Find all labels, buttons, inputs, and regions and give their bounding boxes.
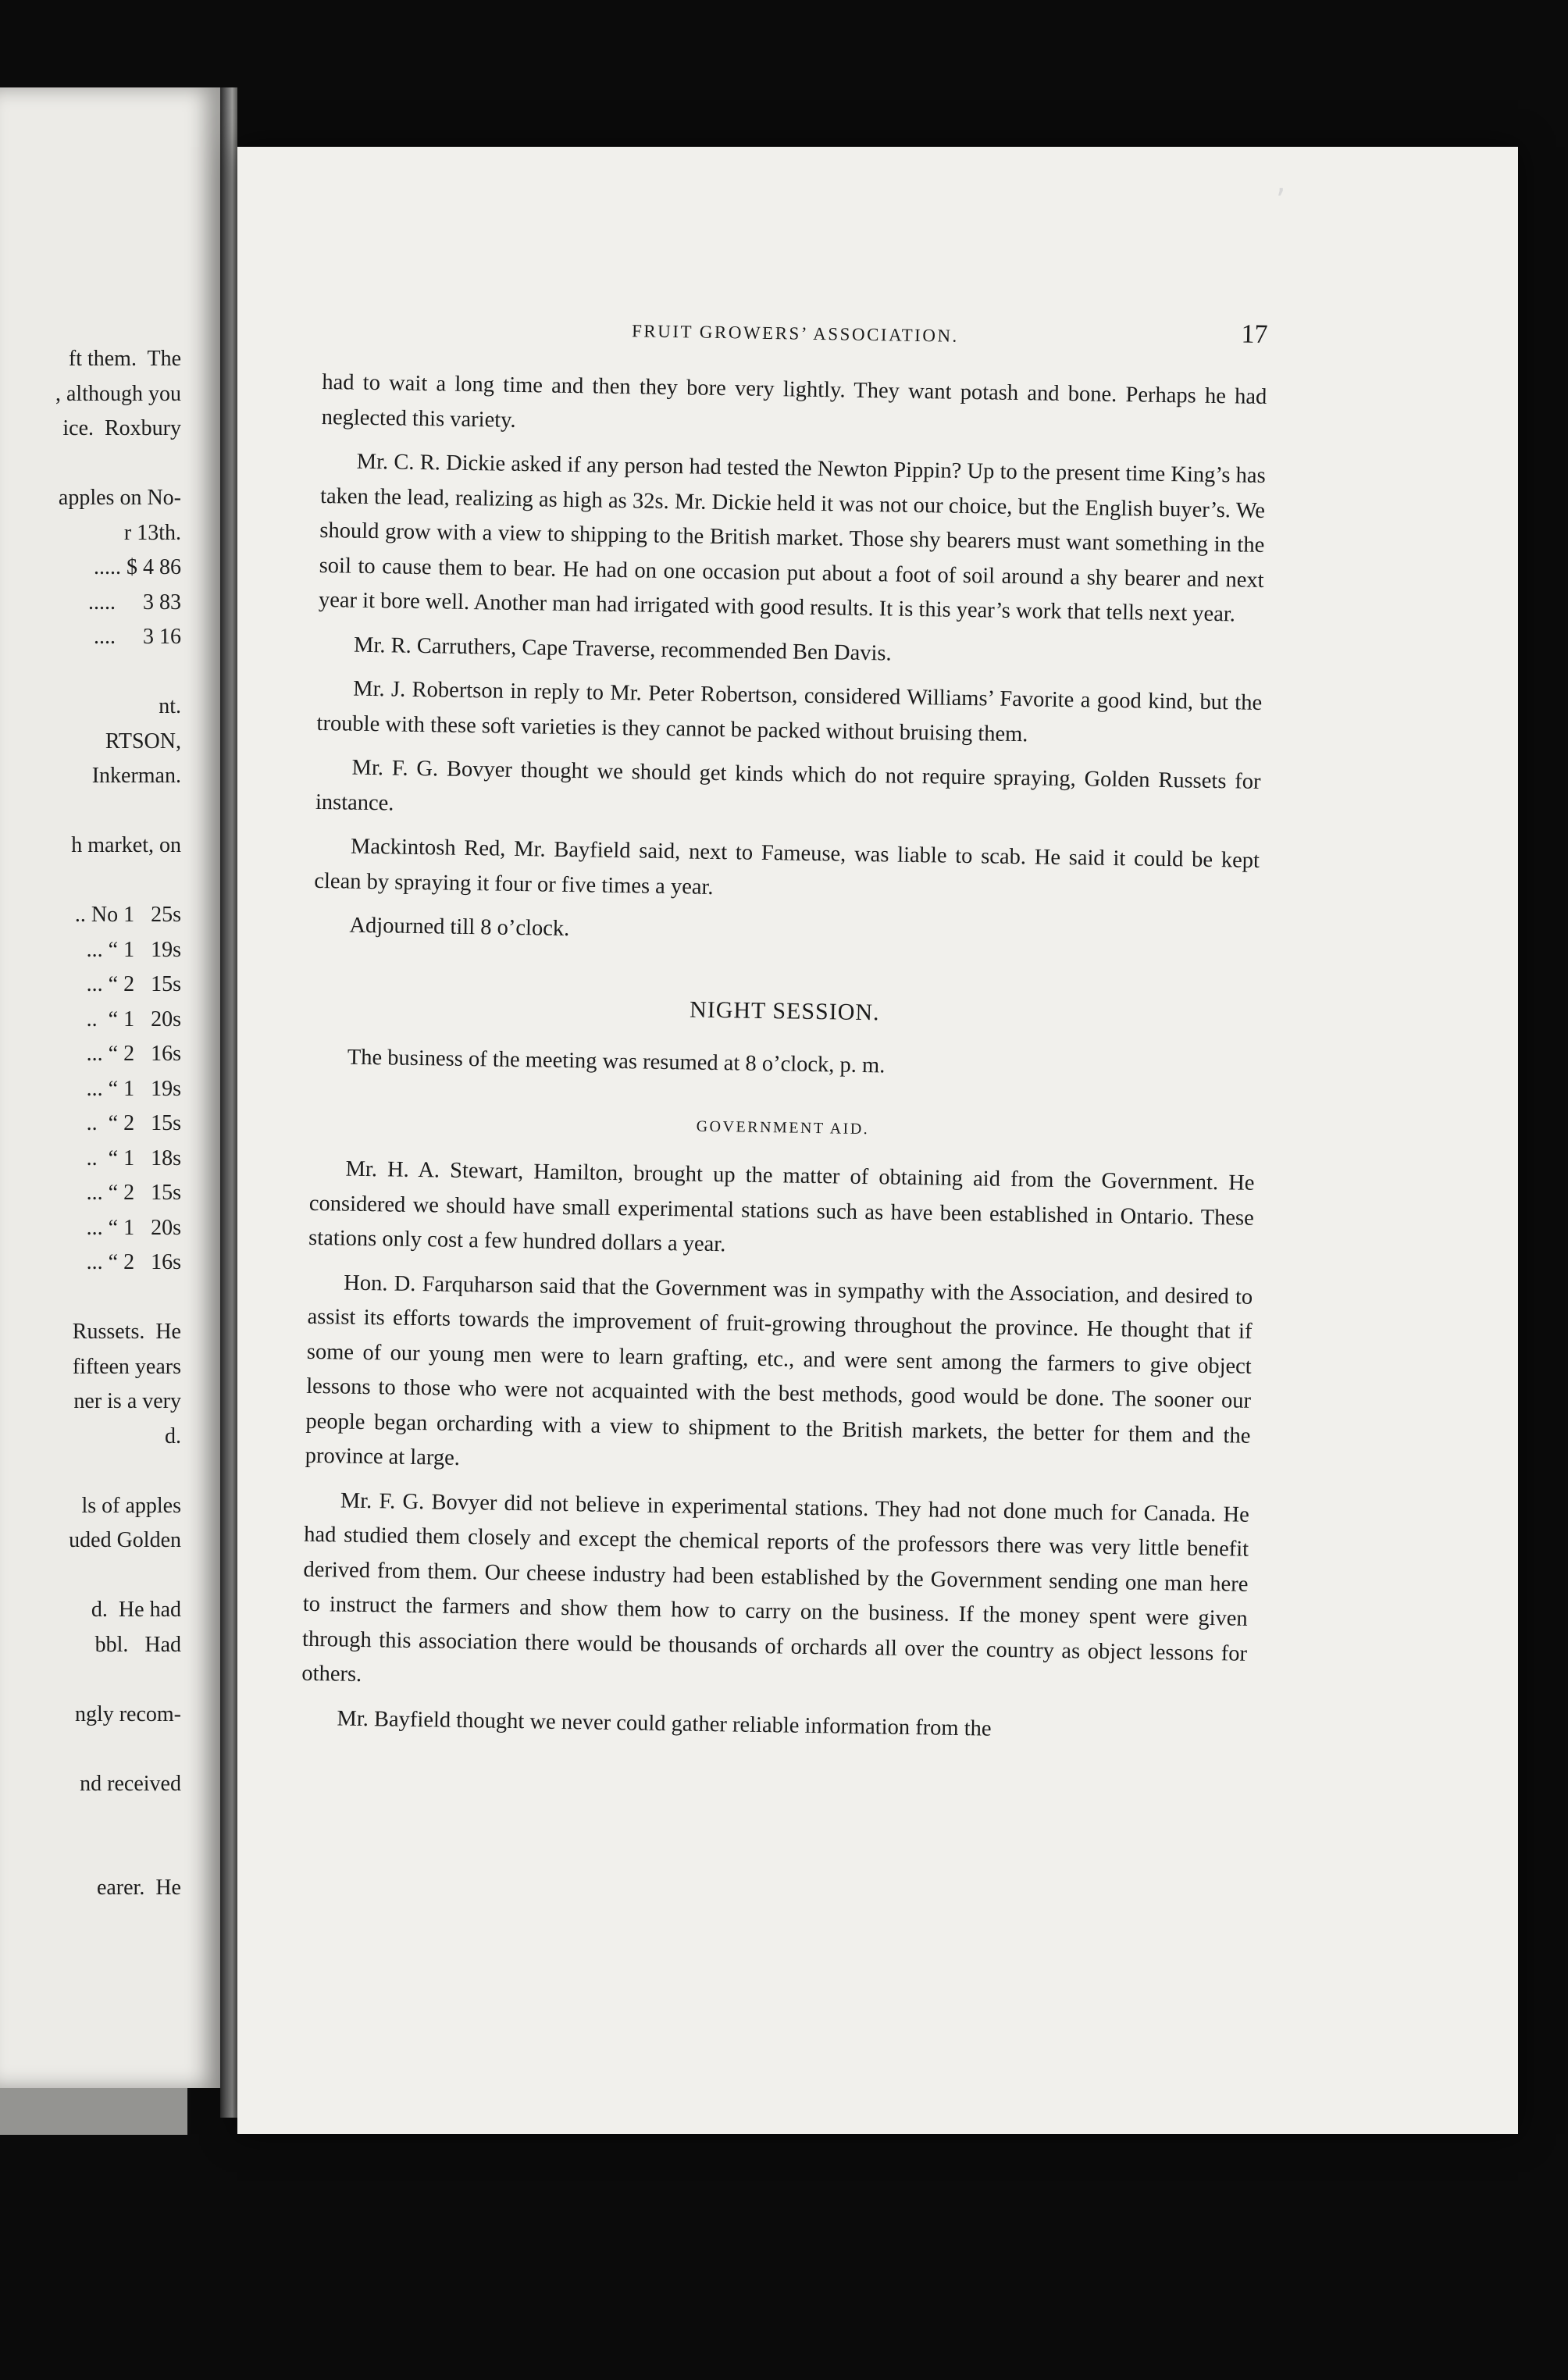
previous-page-line: Inkerman.	[91, 764, 181, 788]
previous-page-line: ... “ 2 16s	[86, 1042, 181, 1066]
previous-page-line: .. “ 2 15s	[86, 1111, 181, 1135]
previous-page-line: Russets. He	[72, 1320, 181, 1344]
page-text-column	[301, 303, 1268, 1760]
previous-page-line: ice. Roxbury	[62, 416, 181, 440]
previous-page-line: nd received	[80, 1771, 181, 1796]
page-17	[237, 147, 1518, 2134]
previous-page-line: , although you	[55, 381, 181, 406]
previous-page-line: .. “ 1 18s	[86, 1145, 181, 1170]
running-head-title: FRUIT GROWERS’ ASSOCIATION.	[631, 321, 959, 346]
page-number: 17	[1241, 319, 1268, 350]
section-heading-night-session: NIGHT SESSION.	[689, 996, 880, 1025]
paragraph: Mr. F. G. Bovyer thought we should get kinds which do not require spraying, Golden Russets for instance.	[315, 755, 1261, 815]
paragraph: Mr. J. Robertson in reply to Mr. Peter Robertson, considered Williams’ Favorite a good kind, but the trouble with these soft varieties is they cannot be packed without bruising them.	[316, 676, 1263, 746]
paragraph: Mr. F. G. Bovyer did not believe in experimental stations. They had not done much for Canada. He had studied them closely and except the chemical reports of the professors there was very little benefit derived from them. Our cheese industry had been established by the Government sending one man here to instruct the farmers and show them how to carry on the business. If the money spent were given through this association there would be thousands of orchards all over the country as object lessons for others.	[301, 1488, 1250, 1687]
previous-page-line: ... “ 1 19s	[86, 937, 181, 962]
paragraph: The business of the meeting was resumed at 8 o’clock, p. m.	[347, 1045, 886, 1078]
paragraph: Mr. Bayfield thought we never could gather reliable information from the	[337, 1706, 992, 1741]
previous-page-line: d. He had	[91, 1598, 181, 1622]
paragraph: Mackintosh Red, Mr. Bayfield said, next to Fameuse, was liable to scab. He said it could be kept clean by spraying it four or five times a year.	[314, 834, 1260, 900]
previous-page-line: ..... 3 83	[88, 590, 181, 615]
previous-page-line: ls of apples	[81, 1493, 181, 1518]
previous-page-line: .... 3 16	[94, 625, 181, 649]
previous-page-line: ner is a very	[73, 1389, 181, 1413]
previous-page-line: h market, on	[71, 833, 181, 857]
previous-page-fragment	[0, 87, 220, 2088]
previous-page-line: nt.	[159, 694, 181, 718]
previous-page-line: ... “ 1 19s	[86, 1076, 181, 1101]
previous-page-line: r 13th.	[123, 520, 181, 545]
scan-speck: ,	[1276, 164, 1286, 200]
paragraph: had to wait a long time and then they bore very lightly. They want potash and bone. Perhaps he had neglected this variety.	[321, 369, 1267, 433]
previous-page-line: uded Golden	[69, 1528, 181, 1552]
paragraph: Mr. H. A. Stewart, Hamilton, brought up the matter of obtaining aid from the Government. He considered we should have small experimental stations such as have been established in Ontario. These stations only cost a few hundred dollars a year.	[308, 1156, 1255, 1257]
paragraph: Adjourned till 8 o’clock.	[349, 913, 570, 942]
previous-page-line: .. No 1 25s	[74, 903, 181, 927]
previous-page-line: apples on No-	[58, 486, 181, 510]
previous-page-line: ... “ 1 20s	[86, 1215, 181, 1240]
subheading-government-aid: GOVERNMENT AID.	[696, 1117, 870, 1138]
previous-page-line: ... “ 2 16s	[86, 1250, 181, 1274]
previous-page-line: earer. He	[96, 1876, 181, 1900]
previous-page-line: RTSON,	[105, 729, 181, 754]
previous-page-line: fifteen years	[72, 1354, 181, 1379]
book-gutter	[220, 87, 237, 2118]
paragraph: Mr. C. R. Dickie asked if any person had tested the Newton Pippin? Up to the present time King’s has taken the lead, realizing as high as 32s. Mr. Dickie held it was not our choice, but the English buyer’s. We should grow with a view to shipping to the British market. Those shy bearers must want something in the soil to cause them to bear. He had on one occasion put about a foot of soil around a shy bearer and next year it bore well. Another man had irrigated with good results. It is this year’s work that tells next year.	[318, 449, 1266, 627]
previous-page-line: ft them. The	[68, 347, 181, 371]
paragraph: Hon. D. Farquharson said that the Government was in sympathy with the Association, and desired to assist its efforts towards the improvement of fruit-growing throughout the province. He thought that if some of our young men were to learn grafting, etc., and were sent among the farmers to give object lessons to those who were not acquainted with the best methods, good would be done. The sooner our people began orcharding with a view to shipment to the British markets, the better for them and the province at large.	[305, 1270, 1253, 1470]
previous-page-line: ..... $ 4 86	[94, 555, 181, 579]
previous-page-line: ngly recom-	[74, 1701, 181, 1726]
previous-page-line: ... “ 2 15s	[86, 1181, 181, 1205]
page-stack-edge	[0, 2088, 187, 2135]
previous-page-line: d.	[165, 1423, 181, 1448]
previous-page-line: bbl. Had	[94, 1632, 181, 1657]
previous-page-line: ... “ 2 15s	[86, 972, 181, 996]
previous-page-line: .. “ 1 20s	[86, 1007, 181, 1031]
paragraph: Mr. R. Carruthers, Cape Traverse, recommended Ben Davis.	[353, 632, 892, 665]
